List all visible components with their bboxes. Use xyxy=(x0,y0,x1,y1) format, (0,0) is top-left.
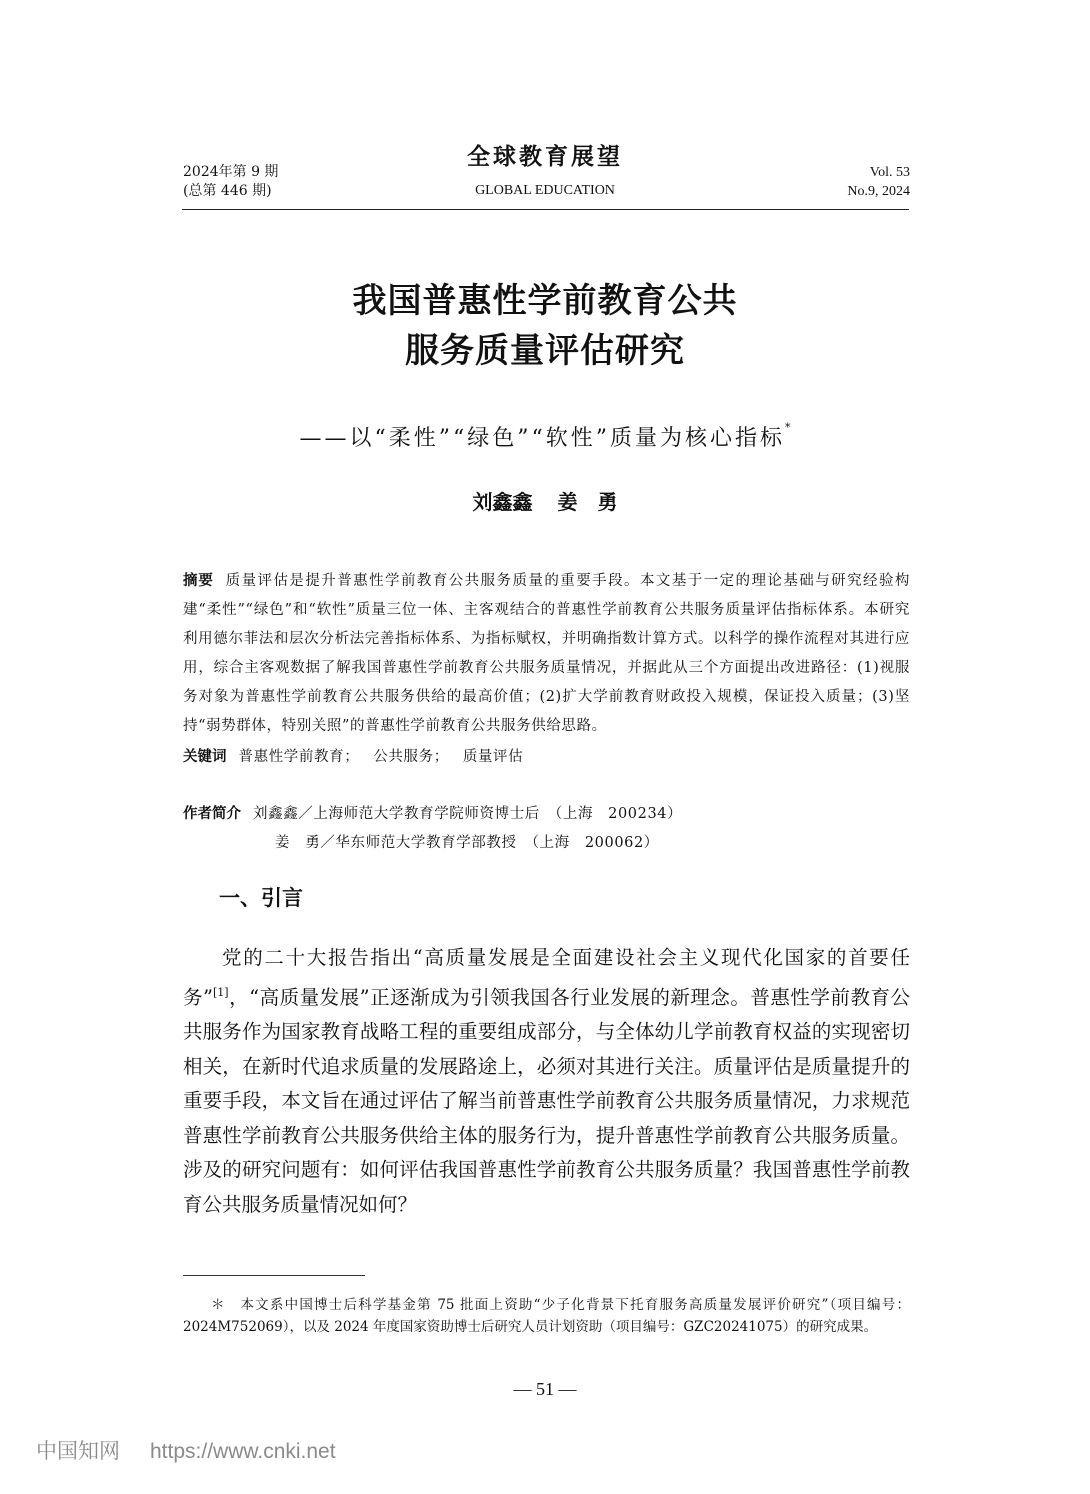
author-bio-2 xyxy=(275,829,915,857)
keyword: 公共服务； xyxy=(373,749,449,765)
section-heading: 一、引言 xyxy=(219,886,303,910)
volume-info xyxy=(847,163,910,201)
article-title xyxy=(0,276,1090,376)
author-1: 刘鑫鑫 xyxy=(472,490,533,514)
body-text-part-1: 党的二十大报告指出“高质量发展是全面建设社会主义现代化国家的首要任务” xyxy=(183,946,910,1009)
author-bio-1 xyxy=(183,800,910,828)
footnote-rule xyxy=(183,1275,365,1276)
header-rule xyxy=(182,209,909,210)
author-bio-text-2: 姜 勇／华东师范大学教育学部教授 （上海 200062） xyxy=(275,835,659,851)
author-bio-label: 作者简介 xyxy=(183,806,241,822)
page-number: — 51 — xyxy=(513,1379,577,1399)
body-text-part-2: ，“高质量发展”正逐渐成为引领我国各行业发展的新理念。普惠性学前教育公共服务作为国家教育战略工程的重要组成部分，与全体幼儿学前教育权益的实现密切相关，在新时代追求质量的发展路途上，必须对其进行关注。质量评估是质量提升的重要手段，本文旨在通过评估了解当前普惠性学前教育公共服务质量情况，力求规范普惠性学前教育公共服务供给主体的服务行为，提升普惠性学前教育公共服务质量。涉及的研究问题有：如何评估我国普惠性学前教育公共服务质量？我国普惠性学前教育公共服务质量情况如何？ xyxy=(183,985,910,1216)
watermark-url[interactable]: https://www.cnki.net xyxy=(150,1440,336,1463)
authors xyxy=(0,488,1090,516)
abstract-label: 摘要 xyxy=(183,573,214,589)
keywords xyxy=(183,743,910,771)
abstract-text: 质量评估是提升普惠性学前教育公共服务质量的重要手段。本文基于一定的理论基础与研究经验构建“柔性”“绿色”和“软性”质量三位一体、主客观结合的普惠性学前教育公共服务质量评估指标体系。本研究利用德尔菲法和层次分析法完善指标体系、为指标赋权，并明确指数计算方式。以科学的操作流程对其进行应用，综合主客观数据了解我国普惠性学前教育公共服务质量情况，并据此从三个方面提出改进路径：(1)视服务对象为普惠性学前教育公共服务供给的最高价值；(2)扩大学前教育财政投入规模，保证投入质量；(3)坚持“弱势群体，特别关照”的普惠性学前教育公共服务供给思路。 xyxy=(183,573,911,734)
journal-masthead xyxy=(0,144,1090,200)
body-paragraph xyxy=(183,941,910,1222)
title-line-2: 服务质量评估研究 xyxy=(405,331,685,371)
footnote: ＊ 本文系中国博士后科学基金第 75 批面上资助“少子化背景下托育服务高质量发展评价研究”（项目编号：2024M752069），以及 2024 年度国家资助博士后研究人员计划资助（项目编号：GZC20241075）的研究成果。 xyxy=(183,1297,910,1335)
citation-ref[interactable]: [1] xyxy=(212,985,229,999)
abstract xyxy=(183,567,910,741)
keywords-label: 关键词 xyxy=(183,749,227,765)
watermark-name: 中国知网 xyxy=(36,1439,120,1463)
issue-total: (总第 446 期) xyxy=(183,183,272,199)
issue-number: 2024年第 9 期 xyxy=(183,164,279,180)
volume: Vol. 53 xyxy=(869,165,910,180)
keyword: 普惠性学前教育； xyxy=(238,749,360,765)
journal-title-en: GLOBAL EDUCATION xyxy=(475,183,615,198)
article-subtitle xyxy=(0,412,1090,455)
keyword: 质量评估 xyxy=(462,749,524,765)
cnki-watermark xyxy=(36,1436,336,1467)
author-bio-text-1: 刘鑫鑫／上海师范大学教育学院师资博士后 （上海 200234） xyxy=(253,806,683,822)
author-2: 姜 勇 xyxy=(557,490,618,514)
journal-title-cn: 全球教育展望 xyxy=(467,143,623,170)
subtitle-text: ——以“柔性”“绿色”“软性”质量为核心指标 xyxy=(299,426,785,451)
subtitle-footnote-mark: * xyxy=(784,421,791,434)
title-line-1: 我国普惠性学前教育公共 xyxy=(352,281,738,321)
number: No.9, 2024 xyxy=(847,184,910,199)
